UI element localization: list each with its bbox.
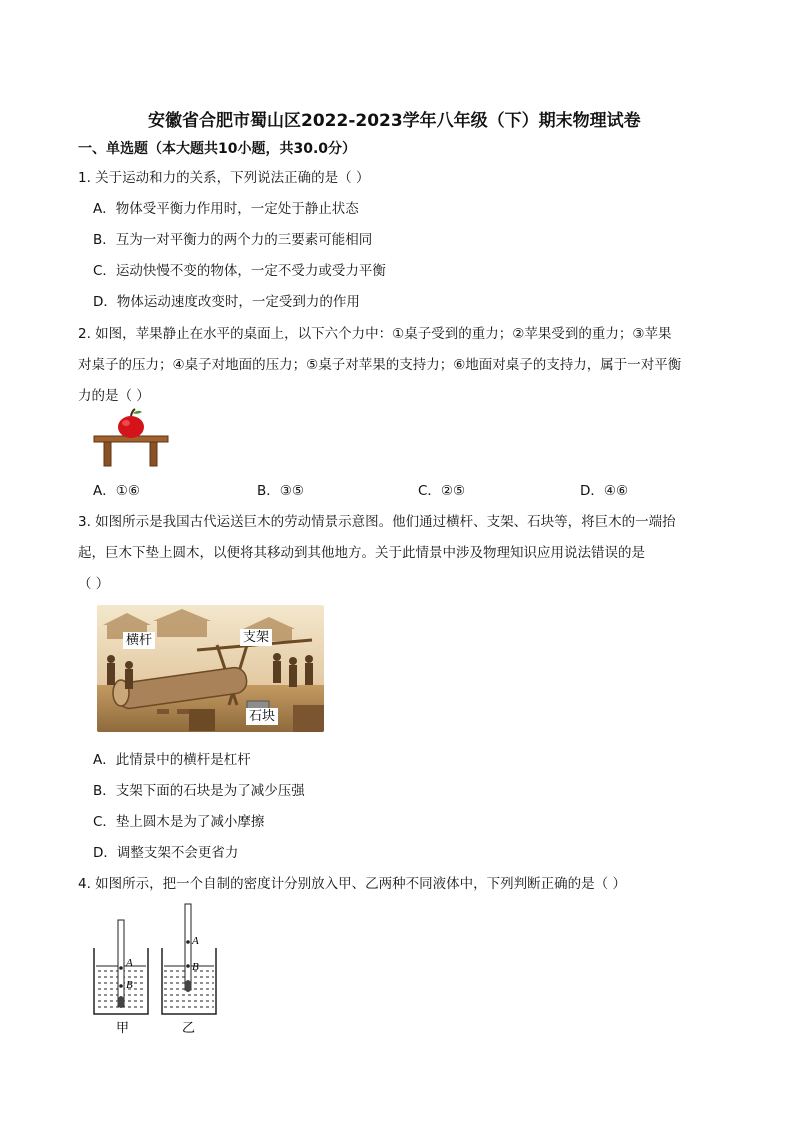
question-3-option-c[interactable]: C．垫上圆木是为了减小摩擦 [93, 814, 265, 830]
question-4-stem: 4. 如图所示，把一个自制的密度计分别放入甲、乙两种不同液体中，下列判断正确的是（ ） [78, 876, 626, 892]
label-right-yi: 乙 [182, 1021, 196, 1036]
question-2-stem-line-1: 2. 如图，苹果静止在水平的桌面上，以下六个力中：①桌子受到的重力；②苹果受到的重力；③苹果 [78, 326, 672, 342]
point-a-right: A [192, 935, 199, 947]
question-2-option-c[interactable]: C．②⑤ [418, 483, 466, 499]
question-2-option-d[interactable]: D．④⑥ [580, 483, 629, 499]
question-1-option-c[interactable]: C．运动快慢不变的物体，一定不受力或受力平衡 [93, 263, 386, 279]
density-meter-figure [92, 902, 222, 1037]
question-3-stem-line-2: 起，巨木下垫上圆木，以便将其移动到其他地方。关于此情景中涉及物理知识应用说法错误的是 [78, 545, 645, 561]
question-3-option-b[interactable]: B．支架下面的石块是为了减少压强 [93, 783, 305, 799]
question-3-stem-line-3: （ ） [78, 576, 110, 592]
question-1-stem: 1. 关于运动和力的关系，下列说法正确的是（ ） [78, 170, 370, 186]
section-heading: 一、单选题（本大题共10小题，共30.0分） [78, 141, 357, 157]
label-stone: 石块 [246, 708, 278, 725]
apple [118, 409, 144, 438]
beaker-left [94, 920, 148, 1014]
question-1-option-b[interactable]: B．互为一对平衡力的两个力的三要素可能相同 [93, 232, 373, 248]
label-left-jia: 甲 [116, 1021, 130, 1036]
apple-on-table-figure [92, 408, 172, 468]
question-1-option-a[interactable]: A．物体受平衡力作用时，一定处于静止状态 [93, 201, 359, 217]
question-3-option-a[interactable]: A．此情景中的横杆是杠杆 [93, 752, 251, 768]
timber-transport-figure [97, 605, 324, 732]
question-2-option-b[interactable]: B．③⑤ [257, 483, 304, 499]
point-a-left: A [126, 957, 133, 969]
page-title: 安徽省合肥市蜀山区2022-2023学年八年级（下）期末物理试卷 [148, 111, 641, 131]
question-3-stem-line-1: 3. 如图所示是我国古代运送巨木的劳动情景示意图。他们通过横杆、支架、石块等，将巨木的一端抬 [78, 514, 676, 530]
point-b-left: B [126, 979, 133, 991]
point-b-right: B [192, 961, 199, 973]
beaker-right [162, 904, 216, 1014]
question-3-option-d[interactable]: D．调整支架不会更省力 [93, 845, 239, 861]
table [94, 436, 168, 466]
label-support: 支架 [240, 629, 272, 646]
question-1-option-d[interactable]: D．物体运动速度改变时，一定受到力的作用 [93, 294, 360, 310]
question-2-stem-line-3: 力的是（ ） [78, 388, 150, 404]
question-2-stem-line-2: 对桌子的压力；④桌子对地面的压力；⑤桌子对苹果的支持力；⑥地面对桌子的支持力，属于一对平衡 [78, 357, 682, 373]
question-2-option-a[interactable]: A．①⑥ [93, 483, 140, 499]
label-lever: 横杆 [123, 632, 155, 649]
